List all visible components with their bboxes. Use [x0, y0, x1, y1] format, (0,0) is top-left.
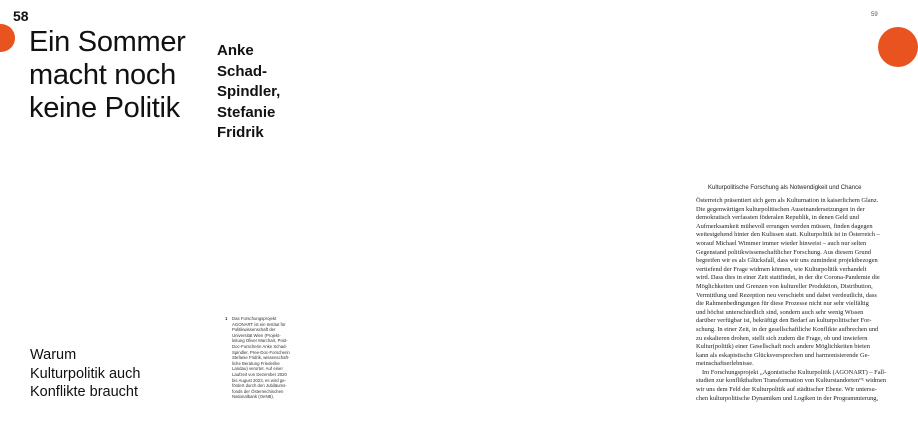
- page-number: 58: [13, 8, 29, 24]
- page-number: 59: [871, 12, 878, 18]
- footnote-line: leitung Oliver Marchart, Post-: [232, 338, 288, 344]
- body-line: Vermittlung und Rezeption neu verschiebt und dabei verdeutlicht, dass: [696, 291, 877, 299]
- decorative-orange-circle: [878, 27, 918, 67]
- body-line: Im Forschungsprojekt „Agonistische Kulturpolitik (AGONART) – Fall-: [702, 368, 887, 376]
- authors: [217, 41, 280, 144]
- body-line: die Rahmenbedingungen für diese Prozesse nicht nur sehr vielfältig: [696, 300, 869, 308]
- footnote-line: Landau) verortet. Auf einer: [232, 366, 283, 372]
- subtitle-line: Konflikte braucht: [30, 384, 139, 400]
- title-line: Ein Sommer: [29, 26, 186, 58]
- footnote-line: bis August 2023, es wird ge-: [232, 377, 286, 383]
- footnote-text: [232, 316, 302, 400]
- footnote-line: fördert durch den Jubiläums-: [232, 383, 287, 389]
- body-line: studien zur konflikthaften Transformation von Kulturstandorten“¹ widmen: [696, 377, 887, 385]
- title-line: keine Politik: [29, 92, 180, 124]
- body-line: chen kulturpolitische Dynamiken und Logiken in der Programmierung,: [696, 394, 879, 402]
- body-line: wird. Dass dies in einer Zeit stattfindet, in der die Corona-Pandemie die: [696, 274, 880, 282]
- body-line: schung. In einer Zeit, in der gesellschaftliche Konflikte aufbrechen und: [696, 325, 879, 333]
- author-line: Anke: [217, 42, 254, 59]
- body-line: Kultur(politik) einer Gesellschaft noch andere Möglichkeiten bieten: [696, 343, 870, 351]
- body-line: demokratisch verfassten föderalen Republik, in denen Geld und: [696, 214, 859, 222]
- article-subtitle: [30, 346, 140, 402]
- right-page: [300, 0, 887, 424]
- footnote-line: fonds der Österreichischen: [232, 388, 284, 394]
- decorative-orange-circle: [0, 24, 15, 52]
- subtitle-line: Warum: [30, 347, 77, 363]
- footnote-line: Doc-Forscherin Anke Schad-: [232, 343, 287, 349]
- author-line: Fridrik: [217, 124, 264, 141]
- footnote-number: 1: [225, 316, 228, 321]
- body-line: Möglichkeiten und Grenzen von kultureller Produktion, Distribution,: [696, 282, 873, 290]
- body-line: Österreich präsentiert sich gern als Kulturnation in kaiserlichem Glanz.: [696, 197, 879, 204]
- body-line: wir uns dem Feld der Kulturpolitik auf städtischer Ebene. Wir untersu-: [696, 386, 877, 394]
- body-line: worauf Michael Wimmer immer wieder hinweist – auch nur selten: [696, 239, 867, 247]
- body-line: Aufmerksamkeit mühevoll errungen werden müssen, finden dagegen: [696, 222, 873, 230]
- footnote-line: AGONART ist ein Institut für: [232, 321, 286, 327]
- footnote-line: Nationalbank (OeNB).: [232, 394, 275, 400]
- footnote-line: liche Beratung Friederike: [232, 360, 280, 366]
- body-line: zu eskalieren drohen, stellt sich zudem die Frage, ob und inwiefern: [696, 334, 868, 342]
- author-line: Schad-: [217, 62, 268, 80]
- author-line: Stefanie: [217, 103, 276, 121]
- footnote-line: Universität Wien (Projekt-: [232, 332, 281, 338]
- footnote-line: Das Forschungsprojekt: [232, 316, 277, 321]
- author-line: Spindler,: [217, 83, 281, 100]
- subtitle-line: Kulturpolitik auch: [30, 365, 141, 382]
- footnote-line: Laufzeit von Dezember 2020: [232, 371, 287, 377]
- body-line: Gegenstand politikwissenschaftlicher Forschung. Aus diesem Grund: [696, 248, 872, 256]
- footnote-line: Stefanie Fridrik, wissenschaft-: [232, 355, 290, 361]
- left-page: [0, 0, 300, 424]
- body-line: begreifen wir es als Glücksfall, dass wir uns zumindest projektbezogen: [696, 257, 878, 265]
- body-line: Die gegenwärtigen kulturpolitischen Auseinandersetzungen in der: [696, 205, 865, 213]
- footnote: [225, 316, 302, 400]
- section-heading: Kulturpolitische Forschung als Notwendigkeit und Chance: [708, 185, 862, 191]
- body-line: darüber verfügbar ist, bekräftigt den Bedarf an kulturpolitischer For-: [696, 317, 872, 325]
- title-line: macht noch: [29, 59, 176, 91]
- body-line: und höchst unterschiedlich sind, sondern auch sehr wenig Wissen: [696, 308, 864, 316]
- body-line: meinschaftserlebnisse.: [696, 360, 754, 368]
- article-title: [29, 26, 204, 125]
- footnote-line: Spindler, Pree-Doc-Forscherin: [232, 349, 290, 355]
- body-line: weitestgehend hinter den Kulissen statt. Kulturpolitik ist in Österreich –: [696, 231, 880, 239]
- body-text: [696, 197, 887, 403]
- body-line: kann als eskapistische Glücksversprechen und harmonisierende Ge-: [696, 351, 870, 359]
- body-line: vertiefend der Frage widmen können, wie Kulturpolitik verhandelt: [696, 265, 867, 273]
- footnote-line: Politikwissenschaft der: [232, 327, 276, 333]
